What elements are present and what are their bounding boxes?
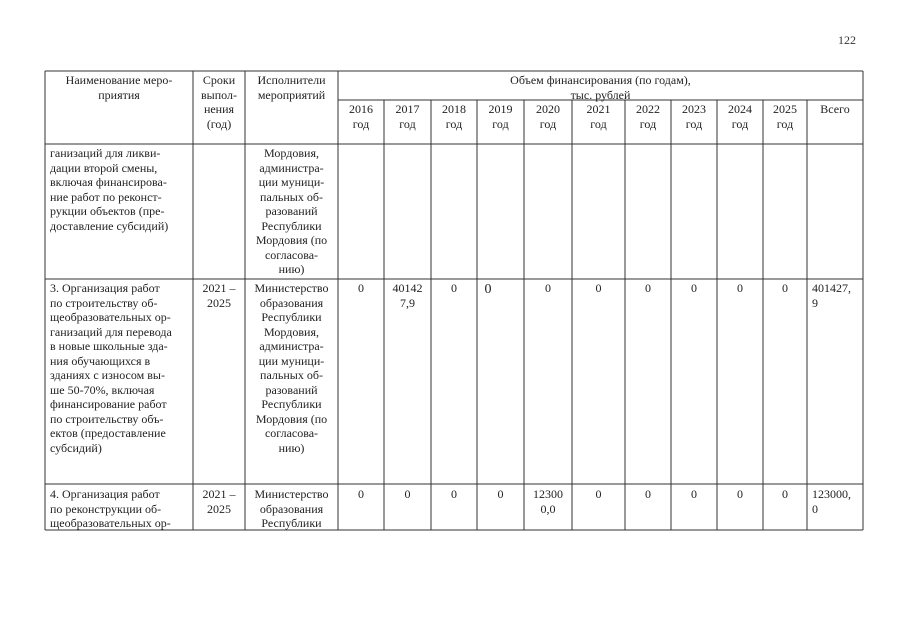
header-year-2019: 2019 год bbox=[488, 102, 513, 131]
row-1-name: 3. Организация работ по строительству об- щеобразовательных ор- ганизаций для перевода в новые школьные зда- ния обучающихся в зданиях с износом вы- ше 50-70%, включая финансирование работ по строительству объ- ектов (предоставление субсидий) bbox=[50, 281, 172, 455]
row-1-value-2018: 0 bbox=[451, 281, 457, 295]
row-2-value-2020: 12300 0,0 bbox=[533, 487, 563, 516]
row-1-term: 2021 – 2025 bbox=[202, 281, 236, 310]
page-number: 122 bbox=[838, 33, 856, 47]
header-total: Всего bbox=[820, 102, 850, 116]
header-year-2020: 2020 год bbox=[536, 102, 560, 131]
row-1-value-2017: 40142 7,9 bbox=[392, 281, 423, 310]
row-2-value-total: 123000, 0 bbox=[812, 487, 851, 516]
header-year-2017: 2017 год bbox=[395, 102, 420, 131]
header-year-2022: 2022 год bbox=[636, 102, 660, 131]
header-year-2024: 2024 год bbox=[728, 102, 752, 131]
row-1-value-total: 401427, 9 bbox=[812, 281, 851, 310]
row-1-value-2023: 0 bbox=[691, 281, 697, 295]
row-1-value-2022: 0 bbox=[645, 281, 651, 295]
row-2-name: 4. Организация работ по реконструкции об- щеобразовательных ор- bbox=[50, 487, 171, 530]
header-year-2025: 2025 год bbox=[773, 102, 797, 131]
row-0-executor: Мордовия, администра- ции муници- пальных об- разований Республики Мордовия (по согласова- нию) bbox=[255, 146, 328, 276]
row-2-value-2016: 0 bbox=[358, 487, 364, 501]
row-1-executor: Министерство образования Республики Мордовия, администра- ции муници- пальных об- разований Республики Мордовия (по согласова- нию) bbox=[254, 281, 329, 455]
row-2-executor: Министерство образования Республики bbox=[254, 487, 329, 530]
header-year-2016: 2016 год bbox=[349, 102, 373, 131]
header-year-2021: 2021 год bbox=[586, 102, 611, 131]
row-2-value-2017: 0 bbox=[404, 487, 411, 501]
header-executor: Исполнители мероприятий bbox=[257, 73, 326, 102]
header-name: Наименование меро- приятия bbox=[65, 73, 173, 102]
row-1-value-2016: 0 bbox=[358, 281, 364, 295]
row-1-value-2021: 0 bbox=[595, 281, 602, 295]
row-2-value-2022: 0 bbox=[645, 487, 651, 501]
row-0-name: ганизаций для ликви- дации второй смены, включая финансирова- ние работ по реконст- рукции объектов (пре- доставление субсидий) bbox=[50, 146, 169, 233]
header-funding-title: Объем финансирования (по годам), тыс. рублей bbox=[510, 73, 691, 102]
row-2-term: 2021 – 2025 bbox=[202, 487, 236, 516]
header-year-2018: 2018 год bbox=[442, 102, 466, 131]
row-1-value-2019: 0 bbox=[484, 283, 492, 297]
header-term: Сроки выпол- нения (год) bbox=[201, 73, 237, 131]
row-2-value-2019: 0 bbox=[497, 487, 504, 501]
row-1-value-2024: 0 bbox=[737, 281, 743, 295]
row-2-value-2024: 0 bbox=[737, 487, 743, 501]
row-2-value-2021: 0 bbox=[595, 487, 602, 501]
row-1-value-2020: 0 bbox=[545, 281, 551, 295]
row-2-value-2018: 0 bbox=[451, 487, 457, 501]
row-1-value-2025: 0 bbox=[782, 281, 788, 295]
row-2-value-2025: 0 bbox=[782, 487, 788, 501]
row-2-value-2023: 0 bbox=[691, 487, 697, 501]
header-year-2023: 2023 год bbox=[682, 102, 706, 131]
